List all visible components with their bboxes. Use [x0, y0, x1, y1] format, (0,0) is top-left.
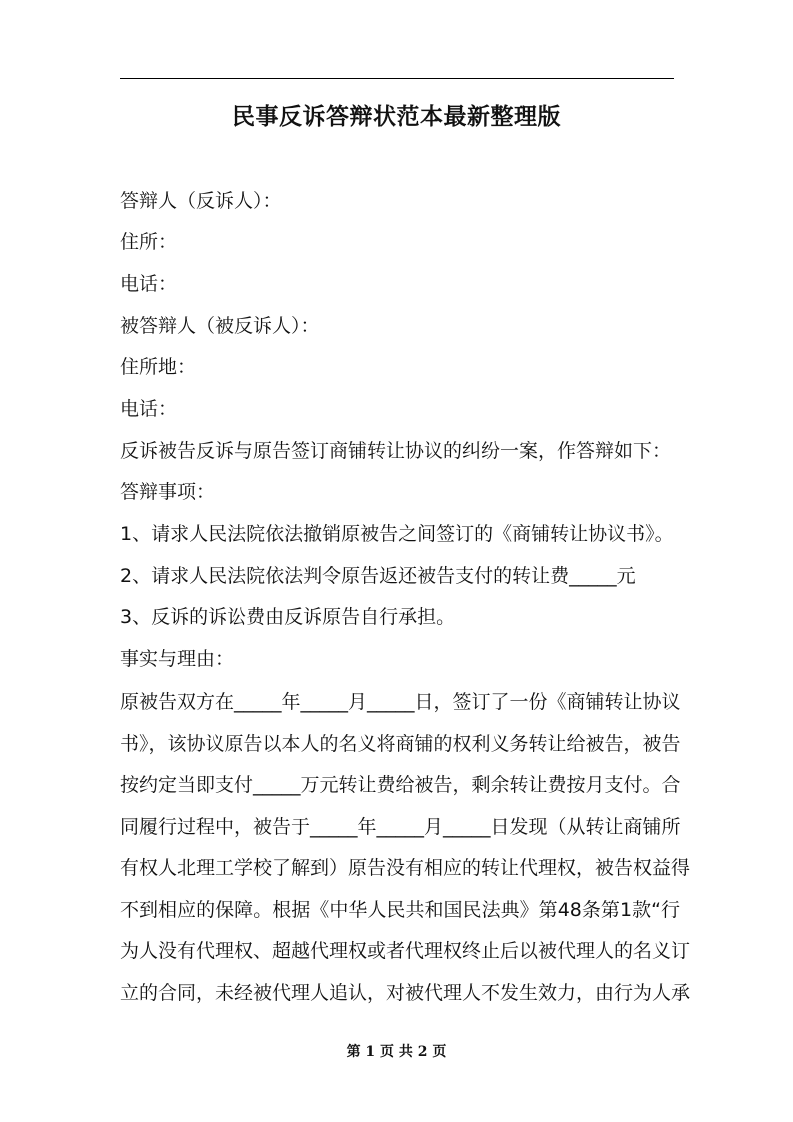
phone-field: 电话： — [120, 273, 178, 295]
counter-address-field: 住所地： — [120, 356, 197, 378]
header-rule — [120, 78, 674, 79]
counter-phone-field: 电话： — [120, 398, 178, 420]
list-item: 2、请求人民法院依法判令原告返还被告支付的转让费_____元 — [120, 565, 636, 587]
list-item: 3、反诉的诉讼费由反诉原告自行承担。 — [120, 606, 456, 628]
paragraph-line: 为人没有代理权、超越代理权或者代理权终止后以被代理人的名义订 — [120, 940, 691, 962]
items-heading: 答辩事项： — [120, 481, 216, 503]
list-item: 1、请求人民法院依法撤销原被告之间签订的《商铺转让协议书》。 — [120, 523, 674, 545]
paragraph-line: 不到相应的保障。根据《中华人民共和国民法典》第48条第1款“行 — [120, 898, 680, 921]
intro-line: 反诉被告反诉与原告签订商铺转让协议的纠纷一案，作答辩如下： — [120, 440, 672, 462]
paragraph-line: 有权人北理工学校了解到）原告没有相应的转让代理权，被告权益得 — [120, 857, 691, 879]
paragraph-line: 立的合同，未经被代理人追认，对被代理人不发生效力，由行为人承 — [120, 981, 691, 1004]
paragraph-line: 按约定当即支付_____万元转让费给被告，剩余转让费按月支付。合 — [120, 774, 681, 796]
counter-respondent-field: 被答辩人（被反诉人）： — [120, 315, 320, 337]
page-footer: 第 1 页 共 2 页 — [346, 1044, 447, 1060]
facts-paragraph — [120, 682, 691, 1014]
address-field: 住所： — [120, 231, 178, 253]
paragraph-line: 书》，该协议原告以本人的名义将商铺的权利义务转让给被告，被告 — [120, 732, 681, 755]
respondent-field: 答辩人（反诉人）： — [120, 190, 282, 212]
facts-heading: 事实与理由： — [120, 648, 235, 670]
paragraph-line: 同履行过程中，被告于_____年_____月_____日发现（从转让商铺所 — [120, 815, 681, 838]
paragraph-line: 原被告双方在_____年_____月_____日，签订了一份《商铺转让协议 — [120, 691, 681, 713]
document-title: 民事反诉答辩状范本最新整理版 — [232, 104, 561, 130]
